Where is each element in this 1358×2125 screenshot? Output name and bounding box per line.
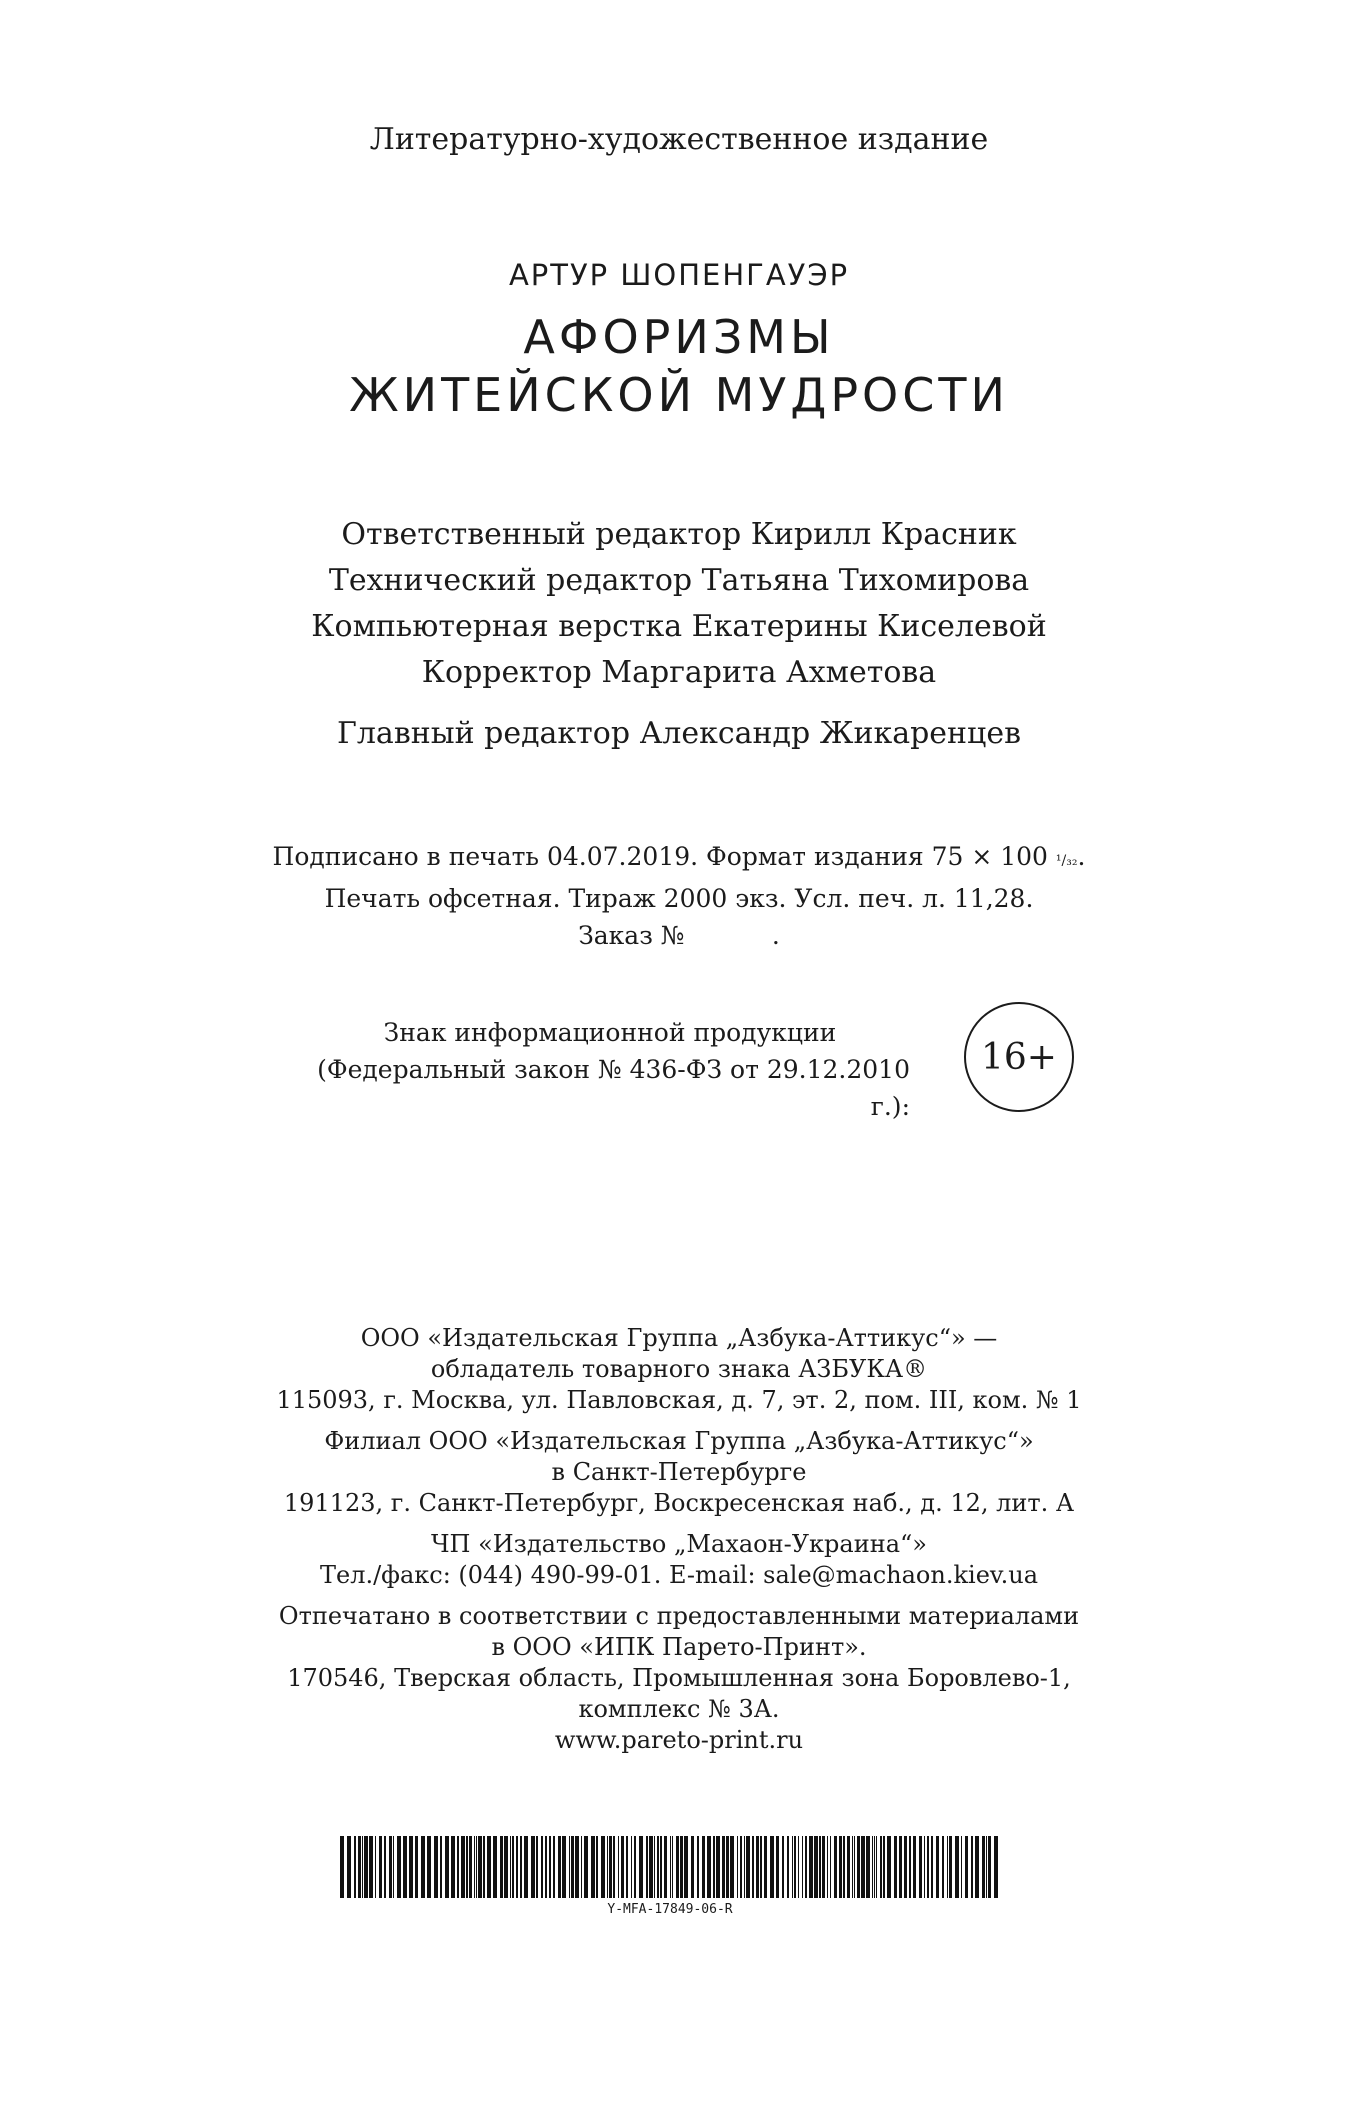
barcode-bar: [814, 1836, 818, 1898]
barcode-bar: [549, 1836, 551, 1898]
barcode-bar: [478, 1836, 482, 1898]
barcode-bar: [887, 1836, 891, 1898]
edition-type: Литературно-художественное издание: [369, 122, 989, 157]
printer-line: комплекс № 3А.: [578, 1695, 780, 1723]
barcode-bar: [730, 1836, 734, 1898]
barcode-bar: [621, 1836, 624, 1898]
print-info-line-1-end: .: [1077, 842, 1086, 871]
credit-line: Корректор Маргарита Ахметова: [421, 655, 937, 690]
barcode-bar: [909, 1836, 911, 1898]
barcode-bar: [965, 1836, 968, 1898]
barcode-bar: [861, 1836, 865, 1898]
barcode-bar: [670, 1836, 671, 1898]
barcode-bar: [545, 1836, 547, 1898]
barcode-bar: [872, 1836, 873, 1898]
barcode-bar: [510, 1836, 511, 1898]
barcode-bar: [562, 1836, 566, 1898]
barcode-bar: [440, 1836, 442, 1898]
publisher-line: 191123, г. Санкт-Петербург, Воскресенская наб., д. 12, лит. А: [283, 1489, 1075, 1517]
barcode-bar: [654, 1836, 655, 1898]
barcode-bar: [536, 1836, 538, 1898]
barcode-bar: [415, 1836, 418, 1898]
barcode-bar: [581, 1836, 582, 1898]
barcode-bar: [988, 1836, 991, 1898]
publisher-line: 115093, г. Москва, ул. Павловская, д. 7, эт. 2, пом. III, ком. № 1: [276, 1386, 1082, 1414]
barcode-bar: [847, 1836, 850, 1898]
barcode-bar: [403, 1836, 407, 1898]
barcode-bar: [819, 1836, 821, 1898]
barcode-bar: [676, 1836, 679, 1898]
credit-line: Ответственный редактор Кирилл Красник: [341, 517, 1017, 552]
barcode-bar: [445, 1836, 449, 1898]
barcode-bar: [362, 1836, 363, 1898]
barcode-bar: [764, 1836, 767, 1898]
barcode-bar: [389, 1836, 392, 1898]
barcode-bar: [571, 1836, 574, 1898]
barcode-bars: [340, 1836, 1000, 1898]
barcode-bar: [631, 1836, 632, 1898]
book-title: [0, 308, 1358, 424]
barcode-bar: [971, 1836, 973, 1898]
barcode-bar: [516, 1836, 518, 1898]
publisher-line: в Санкт-Петербурге: [551, 1458, 807, 1486]
barcode-bar: [707, 1836, 711, 1898]
barcode-bar: [794, 1836, 796, 1898]
barcode-bar: [986, 1836, 987, 1898]
barcode-bar: [702, 1836, 705, 1898]
publisher-block-moscow: [0, 1323, 1358, 1416]
barcode-bar: [634, 1836, 636, 1898]
barcode-bar: [737, 1836, 738, 1898]
barcode-bar: [798, 1836, 799, 1898]
book-title-line-2: ЖИТЕЙСКОЙ МУДРОСТИ: [349, 368, 1009, 422]
barcode-bar: [618, 1836, 619, 1898]
barcode-bar: [375, 1836, 376, 1898]
age-rating-text: 16+: [981, 1036, 1057, 1078]
barcode-bar: [883, 1836, 885, 1898]
barcode-bar: [839, 1836, 842, 1898]
barcode-bar: [752, 1836, 754, 1898]
barcode-bar: [843, 1836, 845, 1898]
barcode-bar: [500, 1836, 503, 1898]
barcode-bar: [474, 1836, 475, 1898]
barcode-bar: [722, 1836, 725, 1898]
barcode-bar: [646, 1836, 648, 1898]
barcode-bar: [553, 1836, 555, 1898]
barcode-bar: [822, 1836, 825, 1898]
barcode-bar: [913, 1836, 916, 1898]
barcode-bar: [569, 1836, 570, 1898]
barcode-bar: [716, 1836, 720, 1898]
barcode-bar: [782, 1836, 784, 1898]
publisher-block-spb: [0, 1426, 1358, 1519]
barcode-bar: [340, 1836, 344, 1898]
barcode-bar: [805, 1836, 807, 1898]
barcode-bar: [975, 1836, 979, 1898]
barcode-bar: [955, 1836, 959, 1898]
barcode-bar: [393, 1836, 394, 1898]
barcode-bar: [770, 1836, 774, 1898]
barcode-code: Y-MFA-17849-06-R: [607, 1902, 733, 1917]
barcode-bar: [613, 1836, 615, 1898]
barcode-bar: [591, 1836, 595, 1898]
barcode-bar: [596, 1836, 598, 1898]
barcode-bar: [740, 1836, 742, 1898]
barcode-bar: [466, 1836, 468, 1898]
barcode-bar: [746, 1836, 750, 1898]
barcode-bar: [854, 1836, 855, 1898]
barcode-bar: [756, 1836, 759, 1898]
barcode-bar: [584, 1836, 588, 1898]
barcode-bar: [397, 1836, 401, 1898]
barcode-bar: [834, 1836, 837, 1898]
publisher-line: Тел./факс: (044) 490-99-01. E-mail: sale@machaon.kiev.ua: [320, 1561, 1038, 1589]
barcode-bar: [827, 1836, 828, 1898]
barcode-bar: [504, 1836, 508, 1898]
barcode-bar: [483, 1836, 485, 1898]
barcode-bar: [691, 1836, 694, 1898]
barcode-bar: [575, 1836, 579, 1898]
publisher-block-ukraine: [0, 1529, 1358, 1591]
barcode-bar: [684, 1836, 688, 1898]
barcode-bar: [541, 1836, 543, 1898]
barcode-bar: [434, 1836, 438, 1898]
barcode-bar: [942, 1836, 944, 1898]
barcode-bar: [982, 1836, 985, 1898]
barcode-bar: [713, 1836, 715, 1898]
barcode-bar: [931, 1836, 933, 1898]
barcode-bar: [894, 1836, 897, 1898]
barcode-bar: [524, 1836, 528, 1898]
barcode-bar: [626, 1836, 628, 1898]
info-sign-label: Знак информационной продукции: [383, 1018, 837, 1047]
printer-line: Отпечатано в соответствии с предоставленными материалами: [278, 1602, 1080, 1630]
publisher-line: Филиал ООО «Издательская Группа „Азбука-Аттикус“»: [324, 1427, 1034, 1455]
info-product-sign: [270, 1014, 910, 1125]
barcode-bar: [680, 1836, 683, 1898]
barcode-bar: [384, 1836, 386, 1898]
barcode-bar: [899, 1836, 902, 1898]
barcode-bar: [947, 1836, 948, 1898]
barcode-bar: [469, 1836, 472, 1898]
barcode-bar: [531, 1836, 535, 1898]
barcode-bar: [672, 1836, 673, 1898]
barcode-bar: [607, 1836, 608, 1898]
print-info-line-1: [0, 838, 1358, 880]
barcode-bar: [904, 1836, 907, 1898]
barcode-bar: [776, 1836, 779, 1898]
barcode-bar: [358, 1836, 361, 1898]
barcode-bar: [601, 1836, 605, 1898]
printer-line: в ООО «ИПК Парето-Принт».: [491, 1633, 867, 1661]
barcode-bar: [421, 1836, 425, 1898]
print-info-format: Подписано в печать 04.07.2019. Формат издания 75 × 100: [272, 842, 1048, 871]
barcode-bar: [866, 1836, 870, 1898]
barcode-bar: [558, 1836, 561, 1898]
barcode-bar: [520, 1836, 522, 1898]
publisher-line: ЧП «Издательство „Махаон-Украина“»: [431, 1530, 927, 1558]
barcode-bar: [802, 1836, 803, 1898]
barcode-bar: [787, 1836, 789, 1898]
print-info-line-2: Печать офсетная. Тираж 2000 экз. Усл. печ. л. 11,28.: [324, 884, 1034, 913]
barcode-bar: [487, 1836, 491, 1898]
barcode-bar: [660, 1836, 662, 1898]
barcode-bar: [927, 1836, 929, 1898]
barcode-bar: [476, 1836, 477, 1898]
barcode-bar: [744, 1836, 745, 1898]
print-info: [0, 838, 1358, 954]
barcode: [340, 1836, 1000, 1917]
chief-editor: Главный редактор Александр Жикаренцев: [337, 716, 1021, 751]
barcode-bar: [451, 1836, 455, 1898]
barcode-bar: [457, 1836, 459, 1898]
barcode-bar: [347, 1836, 351, 1898]
barcode-bar: [874, 1836, 875, 1898]
barcode-bar: [461, 1836, 465, 1898]
barcode-bar: [493, 1836, 497, 1898]
barcode-bar: [697, 1836, 699, 1898]
book-title-line-1: АФОРИЗМЫ: [523, 310, 835, 364]
publisher-line: ООО «Издательская Группа „Азбука-Аттикус“» —: [360, 1324, 998, 1352]
barcode-bar: [880, 1836, 882, 1898]
order-number: Заказ № .: [578, 921, 780, 950]
info-sign-law: (Федеральный закон № 436-ФЗ от 29.12.2010 г.):: [317, 1055, 910, 1121]
age-rating-badge: [964, 1002, 1074, 1112]
barcode-bar: [949, 1836, 952, 1898]
barcode-bar: [876, 1836, 877, 1898]
barcode-bar: [994, 1836, 998, 1898]
barcode-bar: [726, 1836, 729, 1898]
barcode-bar: [809, 1836, 813, 1898]
barcode-bar: [512, 1836, 514, 1898]
barcode-bar: [830, 1836, 831, 1898]
barcode-bar: [379, 1836, 382, 1898]
barcode-bar: [657, 1836, 659, 1898]
barcode-bar: [639, 1836, 643, 1898]
publisher-info: [0, 1323, 1358, 1766]
credit-line: Технический редактор Татьяна Тихомирова: [328, 563, 1030, 598]
barcode-bar: [936, 1836, 939, 1898]
publisher-line: обладатель товарного знака АЗБУКА®: [430, 1355, 928, 1383]
barcode-bar: [857, 1836, 860, 1898]
printer-block: [0, 1601, 1358, 1756]
barcode-bar: [364, 1836, 368, 1898]
barcode-bar: [919, 1836, 922, 1898]
author-name: АРТУР ШОПЕНГАУЭР: [508, 258, 850, 292]
format-fraction: ¹/₃₂: [1055, 853, 1078, 869]
barcode-bar: [369, 1836, 373, 1898]
barcode-bar: [792, 1836, 793, 1898]
credit-line: Компьютерная верстка Екатерины Киселевой: [311, 609, 1047, 644]
printer-line: 170546, Тверская область, Промышленная зона Боровлево-1,: [287, 1664, 1071, 1692]
credits-list: [0, 512, 1358, 696]
barcode-bar: [609, 1836, 612, 1898]
printer-website: www.pareto-print.ru: [554, 1726, 804, 1754]
barcode-bar: [852, 1836, 853, 1898]
barcode-bar: [664, 1836, 667, 1898]
barcode-bar: [427, 1836, 431, 1898]
barcode-bar: [760, 1836, 762, 1898]
barcode-bar: [649, 1836, 653, 1898]
barcode-bar: [961, 1836, 962, 1898]
barcode-bar: [924, 1836, 925, 1898]
barcode-bar: [409, 1836, 413, 1898]
barcode-bar: [354, 1836, 356, 1898]
